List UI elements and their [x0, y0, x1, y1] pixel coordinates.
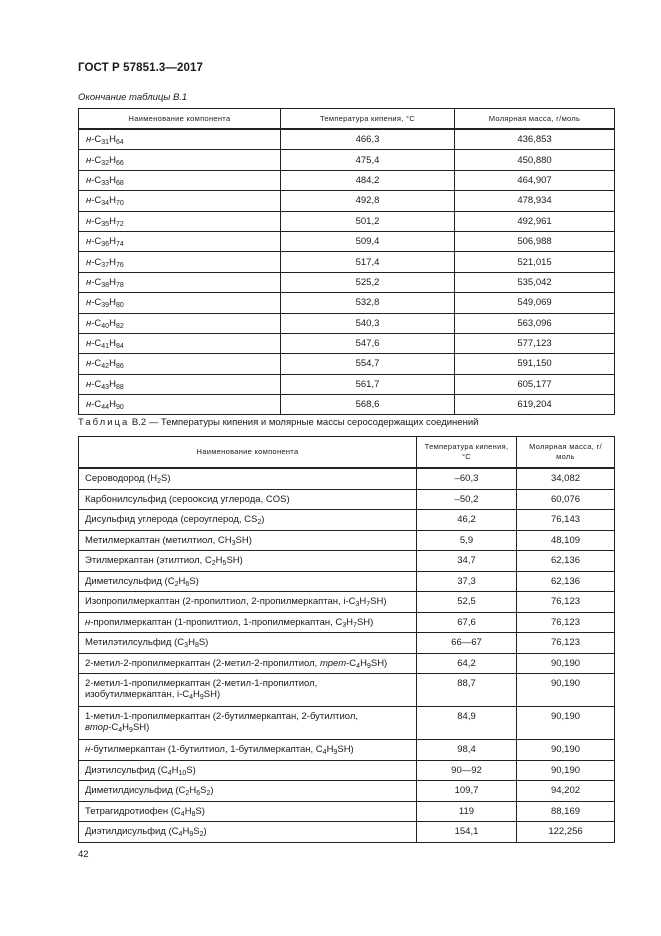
boiling-temp-cell: 466,3 — [281, 129, 455, 150]
table-row — [79, 313, 615, 333]
text-part: SH) — [226, 555, 243, 567]
formula-prefix: н — [86, 154, 92, 166]
text-part: H — [193, 689, 200, 700]
text-part: Дисульфид углерода (сероуглерод, CS — [85, 514, 258, 526]
table1-col-name: Наименование компонента — [79, 109, 281, 130]
formula-prefix: н — [86, 256, 92, 268]
text-part: Сероводород (H — [85, 473, 158, 485]
molar-mass-cell: 76,143 — [517, 510, 615, 531]
table-row — [79, 592, 615, 613]
text-part: -C — [108, 722, 119, 733]
text-part: Этилмеркаптан (этилтиол, C — [85, 555, 212, 567]
molar-mass-cell: 535,042 — [455, 272, 615, 292]
formula-prefix: н — [86, 174, 92, 186]
text-part: S) — [198, 637, 209, 649]
boiling-temp-cell: 98,4 — [417, 740, 517, 761]
compound-name-cell — [79, 612, 417, 633]
text-part: S — [200, 785, 207, 797]
text-part: SH) — [370, 596, 387, 608]
text-part: H — [171, 764, 179, 776]
text-part: H — [359, 596, 367, 608]
subscript: 4 — [322, 749, 327, 757]
text-part: SH) — [370, 657, 388, 669]
text-part: H — [184, 805, 192, 817]
table-row — [79, 354, 615, 374]
formula-prefix: н — [86, 276, 92, 288]
text-part: H — [326, 744, 334, 756]
table-row — [79, 231, 615, 251]
carbon-count: 40 — [101, 322, 110, 330]
table-row — [79, 333, 615, 353]
molar-mass-cell: 577,123 — [455, 333, 615, 353]
table1-body — [79, 129, 615, 415]
text-part: -пропилмеркаптан (1-пропилтиол, 1-пропилмеркаптан, C — [90, 616, 343, 628]
formula-cell: $н-C_{36}H_{74}$ — [79, 231, 281, 251]
subscript: 3 — [231, 539, 236, 547]
text-part: H — [215, 555, 223, 567]
formula-prefix: н — [86, 358, 92, 370]
carbon-count: 41 — [101, 343, 110, 351]
carbon-count: 38 — [101, 281, 110, 289]
molar-mass-cell: 619,204 — [455, 395, 615, 415]
table2-body — [79, 468, 615, 842]
hydrogen-count: 76 — [115, 261, 124, 269]
text-part: H — [122, 722, 130, 733]
subscript: 4 — [167, 769, 172, 777]
text-part: 2-метил-1-пропилмеркаптан (2-метил-1-пропилтиол, — [85, 678, 318, 689]
text-part: S — [193, 826, 200, 838]
text-part: ) — [210, 785, 214, 797]
subscript: 10 — [178, 769, 187, 777]
table-row — [79, 510, 615, 531]
boiling-temp-cell: 67,6 — [417, 612, 517, 633]
molar-mass-cell: 48,109 — [517, 530, 615, 551]
table-row — [79, 293, 615, 313]
carbon-count: 39 — [101, 302, 110, 310]
molar-mass-cell: 464,907 — [455, 170, 615, 190]
compound-name-cell — [79, 653, 417, 674]
table-row — [79, 781, 615, 802]
compound-name-cell — [79, 740, 417, 761]
table-row — [79, 272, 615, 292]
table-sulfur-compounds — [78, 436, 615, 843]
table-row — [79, 551, 615, 572]
table2-header-row — [79, 437, 615, 469]
subscript: 7 — [366, 601, 371, 609]
boiling-temp-cell: –50,2 — [417, 489, 517, 510]
table2-col-mass: Молярная масса, г/моль — [517, 437, 615, 469]
molar-mass-cell: 90,190 — [517, 653, 615, 674]
subscript: 2 — [174, 580, 179, 588]
carbon-count: 43 — [101, 383, 110, 391]
compound-name-cell — [79, 781, 417, 802]
hydrogen-count: 88 — [115, 383, 124, 391]
table-row — [79, 760, 615, 781]
molar-mass-cell: 62,136 — [517, 551, 615, 572]
boiling-temp-cell: 84,9 — [417, 707, 517, 740]
boiling-temp-cell: 509,4 — [281, 231, 455, 251]
table-row — [79, 489, 615, 510]
subscript: 6 — [185, 580, 190, 588]
formula-cell: $н-C_{44}H_{90}$ — [79, 395, 281, 415]
carbon-count: 37 — [101, 261, 110, 269]
formula-cell: $н-C_{40}H_{82}$ — [79, 313, 281, 333]
molar-mass-cell: 90,190 — [517, 674, 615, 707]
text-part: 1-метил-1-пропилмеркаптан (2-бутилмеркаптан, 2-бутилтиол, — [85, 711, 359, 722]
table-row — [79, 374, 615, 394]
molar-mass-cell: 88,169 — [517, 801, 615, 822]
formula-prefix: н — [86, 399, 92, 411]
boiling-temp-cell: 561,7 — [281, 374, 455, 394]
compound-name-cell — [79, 801, 417, 822]
table2-col-name: Наименование компонента — [79, 437, 417, 469]
table2-caption-text: В.2 — Температуры кипения и молярные массы серосодержащих соединений — [131, 417, 479, 428]
formula-prefix: н — [86, 195, 92, 207]
table-row — [79, 801, 615, 822]
table-row — [79, 740, 615, 761]
table-row — [79, 191, 615, 211]
formula-cell: $н-C_{33}H_{68}$ — [79, 170, 281, 190]
text-part: Карбонилсульфид (сероoксид углерода, COS) — [85, 493, 290, 505]
boiling-temp-cell: 90—92 — [417, 760, 517, 781]
compound-name-cell — [79, 760, 417, 781]
carbon-count: 31 — [101, 139, 110, 147]
text-part: 2-метил-2-пропилмеркаптан (2-метил-2-пропилтиол, — [85, 657, 320, 669]
text-part: H — [360, 657, 367, 669]
boiling-temp-cell: 46,2 — [417, 510, 517, 531]
table-row — [79, 468, 615, 489]
molar-mass-cell: 90,190 — [517, 740, 615, 761]
boiling-temp-cell: 547,6 — [281, 333, 455, 353]
table-row — [79, 612, 615, 633]
table2-caption — [78, 417, 478, 428]
compound-name-cell — [79, 571, 417, 592]
formula-prefix: н — [86, 236, 92, 248]
text-part: S) — [161, 473, 171, 485]
text-part: H — [182, 826, 190, 838]
molar-mass-cell: 605,177 — [455, 374, 615, 394]
text-part: Диметилдисульфид (C — [85, 785, 186, 797]
formula-cell: $н-C_{38}H_{78}$ — [79, 272, 281, 292]
boiling-temp-cell: 540,3 — [281, 313, 455, 333]
formula-prefix: н — [86, 215, 92, 227]
molar-mass-cell: 90,190 — [517, 707, 615, 740]
molar-mass-cell: 122,256 — [517, 822, 615, 843]
subscript: 2 — [211, 560, 216, 568]
table-hydrocarbons — [78, 108, 615, 415]
table-row — [79, 129, 615, 150]
subscript: 9 — [366, 662, 371, 670]
hydrogen-count: 82 — [115, 322, 124, 330]
molar-mass-cell: 591,150 — [455, 354, 615, 374]
text-part: Диэтилдисульфид (C — [85, 826, 179, 838]
hydrogen-count: 64 — [115, 139, 124, 147]
table-row — [79, 674, 615, 707]
table1-caption: Окончание таблицы В.1 — [78, 92, 188, 103]
text-part: изобутилмеркаптан, i-C — [85, 689, 190, 700]
carbon-count: 34 — [101, 200, 110, 208]
subscript: 2 — [199, 831, 204, 839]
text-part: H — [346, 616, 354, 628]
boiling-temp-cell: 109,7 — [417, 781, 517, 802]
carbon-count: 33 — [101, 179, 110, 187]
boiling-temp-cell: 52,5 — [417, 592, 517, 613]
boiling-temp-cell: 37,3 — [417, 571, 517, 592]
table-row — [79, 170, 615, 190]
boiling-temp-cell: –60,3 — [417, 468, 517, 489]
formula-cell: $н-C_{42}H_{86}$ — [79, 354, 281, 374]
subscript: 2 — [206, 790, 211, 798]
molar-mass-cell: 521,015 — [455, 252, 615, 272]
carbon-count: 35 — [101, 220, 110, 228]
compound-name-cell — [79, 489, 417, 510]
formula-cell: $н-C_{39}H_{80}$ — [79, 293, 281, 313]
molar-mass-cell: 478,934 — [455, 191, 615, 211]
text-part: S) — [186, 764, 196, 776]
boiling-temp-cell: 34,7 — [417, 551, 517, 572]
text-part: H — [189, 785, 197, 797]
molar-mass-cell: 450,880 — [455, 150, 615, 170]
table-row — [79, 707, 615, 740]
molar-mass-cell: 76,123 — [517, 633, 615, 654]
boiling-temp-cell: 119 — [417, 801, 517, 822]
text-part: Изопропилмеркаптан (2-пропилтиол, 2-пропилмеркаптан, i-C — [85, 596, 356, 608]
formula-prefix: н — [86, 317, 92, 329]
formula-cell: $н-C_{43}H_{88}$ — [79, 374, 281, 394]
subscript: 8 — [194, 642, 199, 650]
subscript: 4 — [180, 810, 185, 818]
table2-col-temp: Температура кипения, °С — [417, 437, 517, 469]
table2-caption-label: Таблица — [78, 417, 130, 428]
formula-cell: $н-C_{35}H_{72}$ — [79, 211, 281, 231]
table1-col-temp: Температура кипения, °С — [281, 109, 455, 130]
molar-mass-cell: 436,853 — [455, 129, 615, 150]
text-part: SH) — [132, 722, 150, 733]
subscript: 5 — [222, 560, 227, 568]
molar-mass-cell: 76,123 — [517, 612, 615, 633]
subscript: 4 — [189, 694, 194, 701]
formula-prefix: н — [86, 378, 92, 390]
molar-mass-cell: 549,069 — [455, 293, 615, 313]
boiling-temp-cell: 88,7 — [417, 674, 517, 707]
table-row — [79, 633, 615, 654]
table1-header-row — [79, 109, 615, 130]
subscript: 6 — [196, 790, 201, 798]
formula-cell: $н-C_{37}H_{76}$ — [79, 252, 281, 272]
table-row — [79, 653, 615, 674]
compound-name-cell — [79, 674, 417, 707]
formula-prefix: н — [86, 338, 92, 350]
text-part: Диэтилсульфид (C — [85, 764, 168, 776]
text-part: H — [178, 575, 186, 587]
boiling-temp-cell: 525,2 — [281, 272, 455, 292]
text-part: Тетрагидротиофен (C — [85, 805, 181, 817]
hydrogen-count: 72 — [115, 220, 124, 228]
text-part: SH) — [356, 616, 374, 628]
boiling-temp-cell: 517,4 — [281, 252, 455, 272]
hydrogen-count: 86 — [115, 363, 124, 371]
compound-name-cell — [79, 633, 417, 654]
table-row — [79, 571, 615, 592]
hydrogen-count: 80 — [115, 302, 124, 310]
subscript: 9 — [189, 831, 194, 839]
molar-mass-cell: 506,988 — [455, 231, 615, 251]
compound-name-cell — [79, 822, 417, 843]
text-part: Метилмеркаптан (метилтиол, CH — [85, 534, 232, 546]
carbon-count: 44 — [101, 404, 110, 412]
boiling-temp-cell: 64,2 — [417, 653, 517, 674]
hydrogen-count: 68 — [115, 179, 124, 187]
italic-text: втор — [85, 722, 109, 733]
formula-cell: $н-C_{34}H_{70}$ — [79, 191, 281, 211]
compound-name-cell — [79, 551, 417, 572]
molar-mass-cell: 34,082 — [517, 468, 615, 489]
carbon-count: 36 — [101, 241, 110, 249]
table1-col-mass: Молярная масса, г/моль — [455, 109, 615, 130]
boiling-temp-cell: 484,2 — [281, 170, 455, 190]
text-part: Диметилсульфид (C — [85, 575, 175, 587]
hydrogen-count: 74 — [115, 241, 124, 249]
compound-name-cell — [79, 592, 417, 613]
subscript: 3 — [355, 601, 360, 609]
compound-name-cell — [79, 707, 417, 740]
subscript: 7 — [353, 621, 357, 629]
boiling-temp-cell: 66—67 — [417, 633, 517, 654]
subscript: 2 — [185, 790, 190, 798]
hydrogen-count: 66 — [115, 159, 124, 167]
table-row — [79, 822, 615, 843]
subscript: 3 — [184, 642, 189, 650]
subscript: 8 — [191, 810, 196, 818]
text-part: -C — [346, 657, 357, 669]
subscript: 9 — [333, 749, 338, 757]
boiling-temp-cell: 5,9 — [417, 530, 517, 551]
formula-prefix: н — [86, 134, 92, 146]
text-part: -бутилмеркаптан (1-бутилтиол, 1-бутилмеркаптан, C — [90, 744, 323, 756]
molar-mass-cell: 76,123 — [517, 592, 615, 613]
text-part: SH) — [203, 689, 221, 700]
molar-mass-cell: 62,136 — [517, 571, 615, 592]
boiling-temp-cell: 475,4 — [281, 150, 455, 170]
molar-mass-cell: 94,202 — [517, 781, 615, 802]
table-row — [79, 530, 615, 551]
subscript: 9 — [199, 694, 204, 701]
boiling-temp-cell: 532,8 — [281, 293, 455, 313]
formula-cell: $н-C_{31}H_{64}$ — [79, 129, 281, 150]
table-row — [79, 211, 615, 231]
carbon-count: 32 — [101, 159, 110, 167]
text-part: S) — [189, 575, 199, 587]
hydrogen-count: 90 — [115, 404, 124, 412]
formula-prefix: н — [86, 297, 92, 309]
italic-text: н — [85, 744, 91, 756]
table-row — [79, 150, 615, 170]
table-row — [79, 252, 615, 272]
subscript: 4 — [118, 727, 123, 734]
molar-mass-cell: 492,961 — [455, 211, 615, 231]
molar-mass-cell: 563,096 — [455, 313, 615, 333]
hydrogen-count: 84 — [115, 343, 124, 351]
italic-text: н — [85, 616, 91, 628]
text-part: ) — [261, 514, 265, 526]
hydrogen-count: 70 — [115, 200, 124, 208]
compound-name-cell — [79, 530, 417, 551]
italic-text: трет — [319, 657, 347, 669]
subscript: 4 — [178, 831, 183, 839]
text-part: H — [188, 637, 195, 649]
compound-name-cell — [79, 510, 417, 531]
molar-mass-cell: 90,190 — [517, 760, 615, 781]
compound-name-cell — [79, 468, 417, 489]
text-part: S) — [195, 805, 205, 817]
boiling-temp-cell: 501,2 — [281, 211, 455, 231]
text-part: ) — [203, 826, 207, 838]
hydrogen-count: 78 — [115, 281, 124, 289]
text-part: SH) — [337, 744, 354, 756]
table-row — [79, 395, 615, 415]
boiling-temp-cell: 492,8 — [281, 191, 455, 211]
text-part: Метилэтилсульфид (C — [85, 637, 185, 649]
formula-cell: $н-C_{41}H_{84}$ — [79, 333, 281, 353]
subscript: 2 — [157, 478, 162, 486]
boiling-temp-cell: 154,1 — [417, 822, 517, 843]
subscript: 3 — [342, 621, 347, 629]
formula-cell: $н-C_{32}H_{66}$ — [79, 150, 281, 170]
molar-mass-cell: 60,076 — [517, 489, 615, 510]
boiling-temp-cell: 554,7 — [281, 354, 455, 374]
subscript: 2 — [257, 519, 262, 527]
boiling-temp-cell: 568,6 — [281, 395, 455, 415]
subscript: 9 — [129, 727, 133, 734]
text-part: SH) — [235, 534, 252, 546]
carbon-count: 42 — [101, 363, 110, 371]
standard-header: ГОСТ Р 57851.3—2017 — [78, 62, 203, 74]
page-number: 42 — [78, 849, 89, 860]
subscript: 4 — [356, 662, 361, 670]
